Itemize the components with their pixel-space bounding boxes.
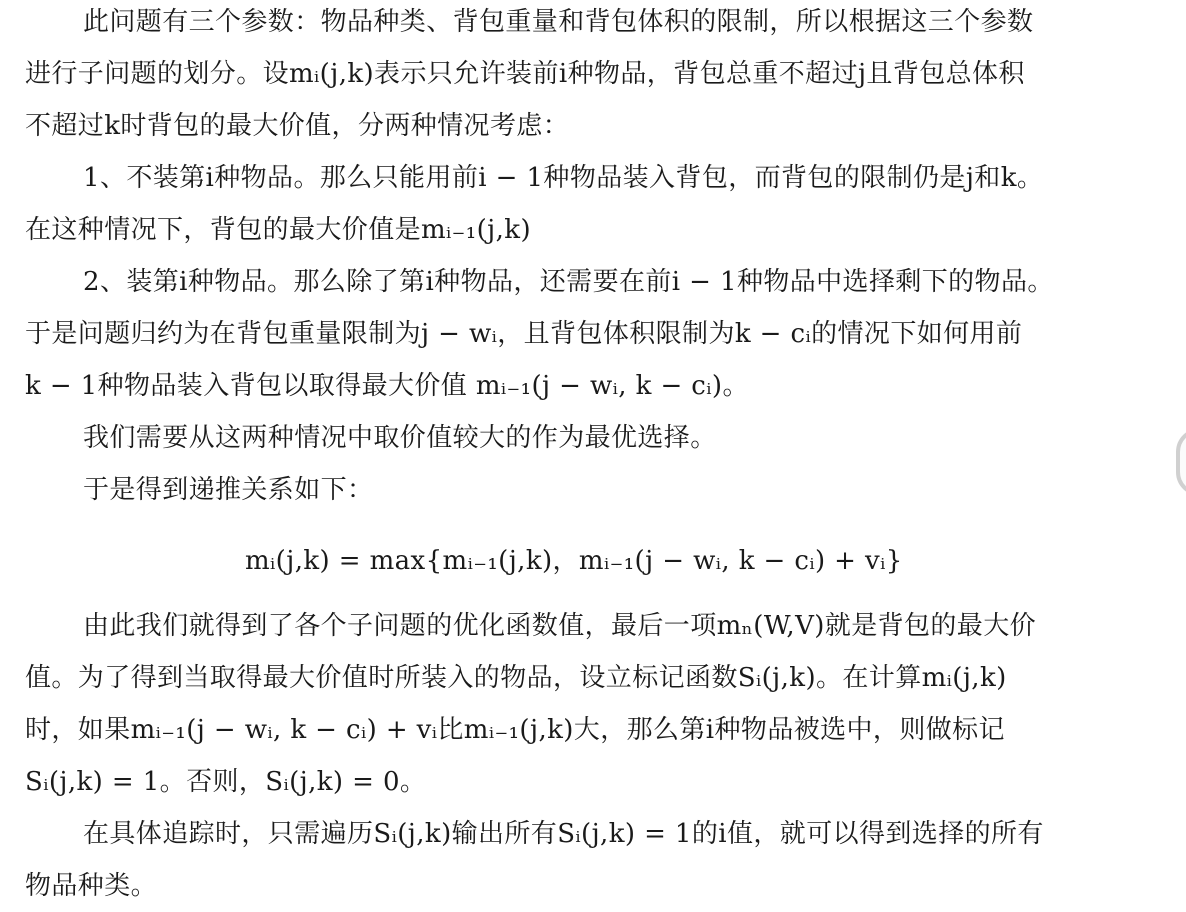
p7-line-2: 物品种类。 — [25, 871, 158, 901]
p3-line-2: 于是问题归约为在背包重量限制为j − wᵢ，且背包体积限制为k − cᵢ的情况下如何用前 — [25, 319, 1023, 349]
p5-line: 于是得到递推关系如下： — [83, 475, 374, 505]
p4-line: 我们需要从这两种情况中取价值较大的作为最优选择。 — [83, 423, 717, 453]
p6-line-2: 值。为了得到当取得最大价值时所装入的物品，设立标记函数Sᵢ(j,k)。在计算mᵢ(j,k) — [25, 663, 1007, 693]
p7-line-1: 在具体追踪时，只需遍历Sᵢ(j,k)输出所有Sᵢ(j,k) = 1的i值，就可以得到选择的所有 — [83, 819, 1044, 849]
p1-line-3: 不超过k时背包的最大价值，分两种情况考虑： — [25, 111, 570, 141]
p3-line-1: 2、装第i种物品。那么除了第i种物品，还需要在前i − 1种物品中选择剩下的物品。 — [83, 267, 1054, 297]
p6-line-1: 由此我们就得到了各个子问题的优化函数值，最后一项mₙ(W,V)就是背包的最大价 — [83, 611, 1037, 641]
p2-line-1: 1、不装第i种物品。那么只能用前i − 1种物品装入背包，而背包的限制仍是j和k。 — [83, 163, 1044, 193]
recurrence-formula: mᵢ(j,k) = max{mᵢ₋₁(j,k)，mᵢ₋₁(j − wᵢ, k − cᵢ) + vᵢ} — [245, 546, 903, 576]
p1-line-1: 此问题有三个参数：物品种类、背包重量和背包体积的限制，所以根据这三个参数 — [83, 7, 1034, 37]
p6-line-4: Sᵢ(j,k) = 1。否则，Sᵢ(j,k) = 0。 — [25, 767, 427, 797]
p6-line-3: 时，如果mᵢ₋₁(j − wᵢ, k − cᵢ) + vᵢ比mᵢ₋₁(j,k)大，那么第i种物品被选中，则做标记 — [25, 715, 1005, 745]
p1-line-2: 进行子问题的划分。设mᵢ(j,k)表示只允许装前i种物品，背包总重不超过j且背包总体积 — [25, 59, 1025, 89]
p2-line-2: 在这种情况下，背包的最大价值是mᵢ₋₁(j,k) — [25, 215, 531, 245]
p3-line-3: k − 1种物品装入背包以取得最大价值 mᵢ₋₁(j − wᵢ, k − cᵢ)。 — [25, 371, 749, 401]
